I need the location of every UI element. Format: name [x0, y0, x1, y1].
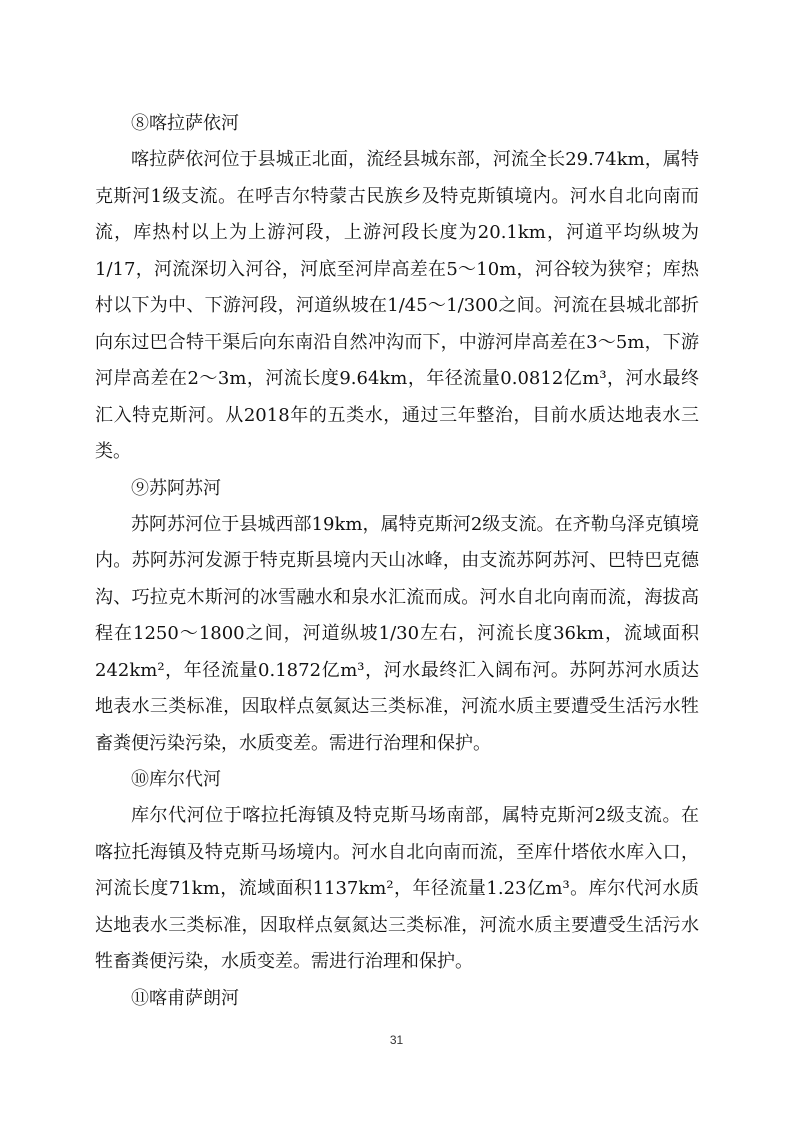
section-heading-suasu-river: ⑨苏阿苏河 — [131, 477, 221, 499]
section-heading-kalasayi-river: ⑧喀拉萨依河 — [131, 113, 239, 134]
page-content — [95, 106, 699, 1017]
section-body-kalasayi-river: 喀拉萨依河位于县城正北面，流经县城东部，河流全长29.74km，属特克斯河1级支流。在呼吉尔特蒙古民族乡及特克斯镇境内。河水自北向南而流，库热村以上为上游河段，上游河段长度为20.1km，河道平均纵坡为1/17，河流深切入河谷，河底至河岸高差在5～10m，河谷较为狭窄；库热村以下为中、下游河段，河道纵坡在1/45～1/300之间。河流在县城北部折向东过巴合特干渠后向东南沿自然冲沟而下，中游河岸高差在3～5m，下游河岸高差在2～3m，河流长度9.64km，年径流量0.0812亿m³，河水最终汇入特克斯河。从2018年的五类水，通过三年整治，目前水质达地表水三类。 — [95, 149, 699, 462]
section-heading-kafusalang-river: ⑪喀甫萨朗河 — [131, 987, 239, 1009]
page-number: 31 — [389, 1033, 404, 1047]
section-body-kuerdai-river: 库尔代河位于喀拉托海镇及特克斯马场南部，属特克斯河2级支流。在喀拉托海镇及特克斯马场境内。河水自北向南而流，至库什塔依水库入口，河流长度71km，流域面积1137km²，年径流量1.23亿m³。库尔代河水质达地表水三类标准，因取样点氨氮达三类标准，河流水质主要遭受生活污水牲畜粪便污染，水质变差。需进行治理和保护。 — [95, 805, 699, 972]
section-body-suasu-river: 苏阿苏河位于县城西部19km，属特克斯河2级支流。在齐勒乌泽克镇境内。苏阿苏河发源于特克斯县境内天山冰峰，由支流苏阿苏河、巴特巴克德沟、巧拉克木斯河的冰雪融水和泉水汇流而成。河水自北向南而流，海拔高程在1250～1800之间，河道纵坡1/30左右，河流长度36km，流域面积242km²，年径流量0.1872亿m³，河水最终汇入阔布河。苏阿苏河水质达地表水三类标准，因取样点氨氮达三类标准，河流水质主要遭受生活污水牲畜粪便污染污染，水质变差。需进行治理和保护。 — [95, 513, 699, 754]
section-heading-kuerdai-river: ⑩库尔代河 — [131, 769, 221, 790]
